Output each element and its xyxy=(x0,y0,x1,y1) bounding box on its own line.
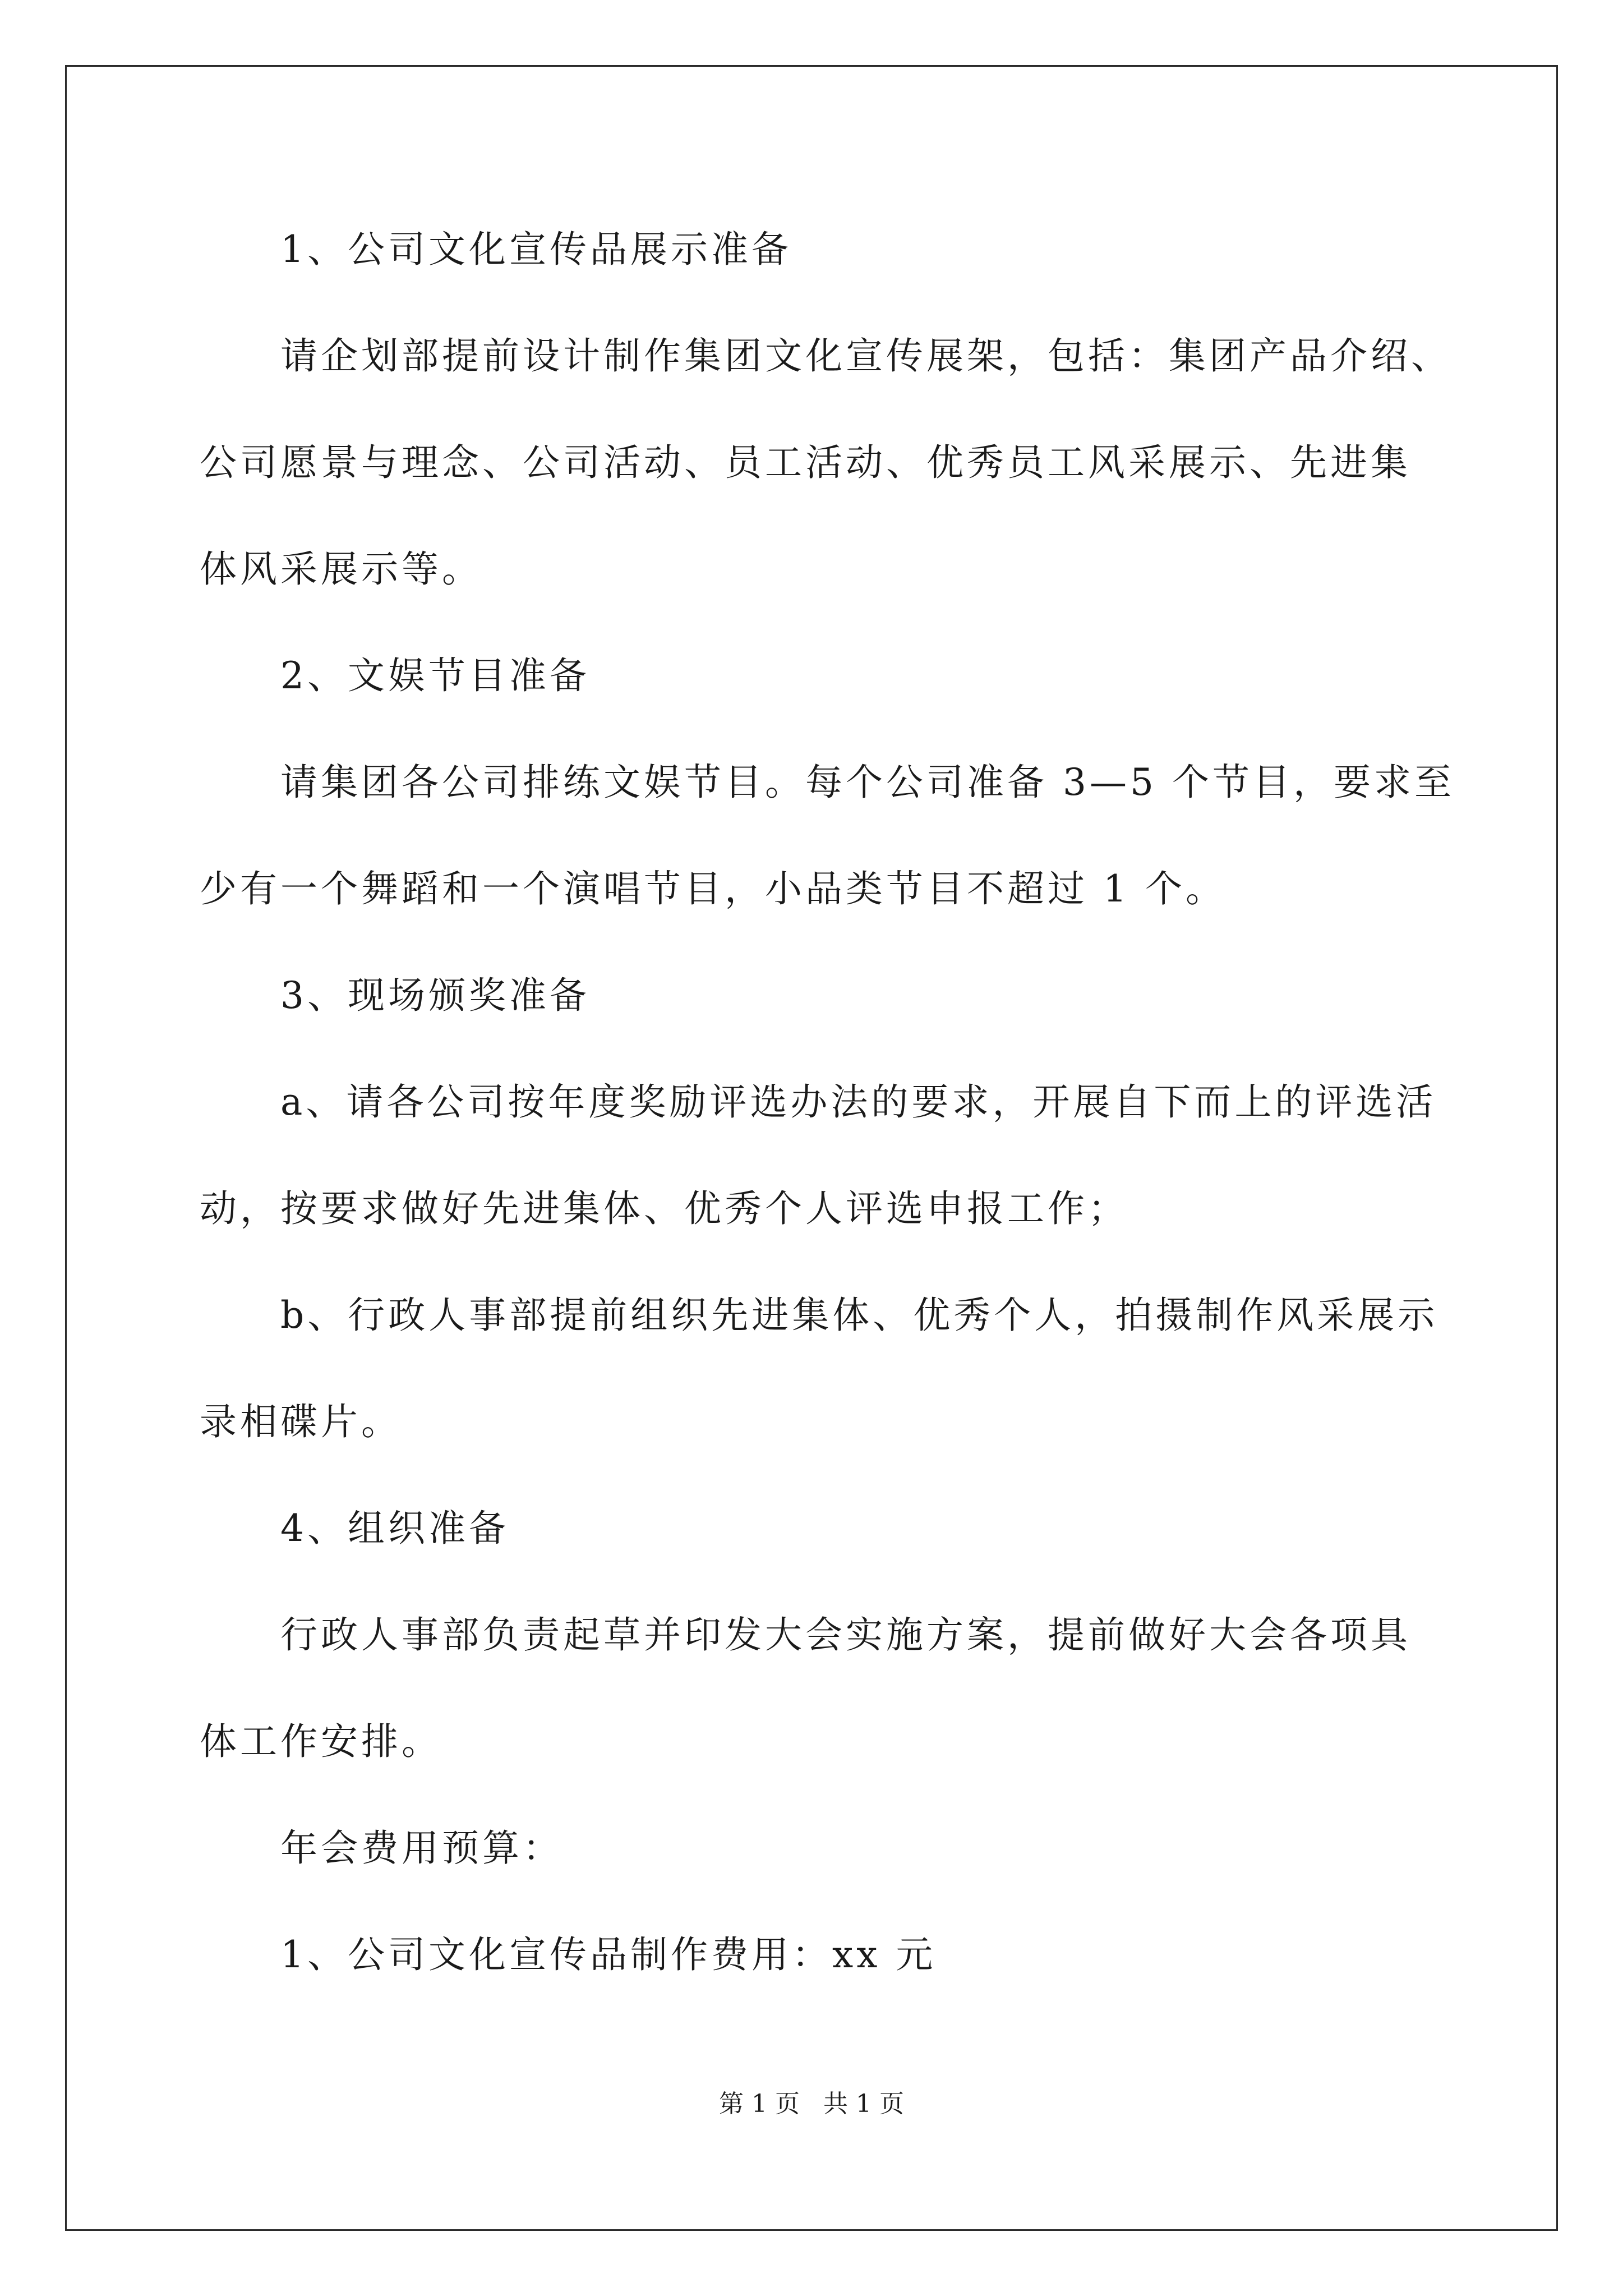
heading-2: 2、文娱节目准备 xyxy=(280,654,590,697)
heading-4: 4、组织准备 xyxy=(280,1507,509,1550)
paragraph-4-line-1: 行政人事部负责起草并印发大会实施方案，提前做好大会各项具 xyxy=(280,1613,1411,1657)
heading-1: 1、公司文化宣传品展示准备 xyxy=(280,228,792,271)
page-footer: 第 1 页 共 1 页 xyxy=(719,2090,904,2118)
heading-3: 3、现场颁奖准备 xyxy=(280,974,590,1017)
paragraph-1-line-3: 体风采展示等。 xyxy=(200,547,482,591)
budget-heading: 年会费用预算： xyxy=(280,1826,563,1870)
paragraph-3b-line-1: b、行政人事部提前组织先进集体、优秀个人，拍摄制作风采展示 xyxy=(280,1294,1438,1337)
paragraph-3a-line-2: 动，按要求做好先进集体、优秀个人评选申报工作； xyxy=(200,1187,1128,1230)
paragraph-2-line-1: 请集团各公司排练文娱节目。每个公司准备 3—5 个节目，要求至 xyxy=(280,761,1455,804)
page-border xyxy=(65,65,1558,2231)
paragraph-1-line-2: 公司愿景与理念、公司活动、员工活动、优秀员工风采展示、先进集 xyxy=(200,441,1411,484)
paragraph-1-line-1: 请企划部提前设计制作集团文化宣传展架，包括：集团产品介绍、 xyxy=(280,334,1451,378)
paragraph-3a-line-1: a、请各公司按年度奖励评选办法的要求，开展自下而上的评选活 xyxy=(280,1080,1437,1124)
budget-item-1: 1、公司文化宣传品制作费用：xx 元 xyxy=(280,1933,937,1976)
paragraph-3b-line-2: 录相碟片。 xyxy=(200,1400,402,1443)
paragraph-4-line-2: 体工作安排。 xyxy=(200,1720,442,1763)
paragraph-2-line-2: 少有一个舞蹈和一个演唱节目，小品类节目不超过 1 个。 xyxy=(200,867,1226,910)
